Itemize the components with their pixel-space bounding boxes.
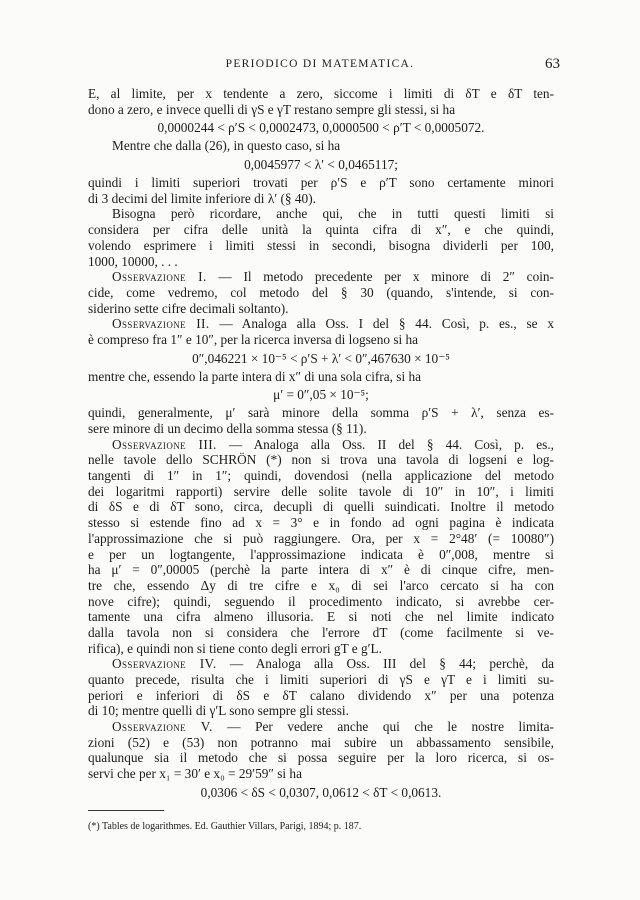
line-text: di 10; mentre quelli di γ′L sono sempre gli stessi. <box>88 703 349 719</box>
text-line <box>88 405 554 421</box>
line-text: quanto precede, risulta che i limiti superiori di γS e γT e i limiti su- <box>88 672 554 687</box>
line-text: E, al limite, per x tendente a zero, siccome i limiti di δT e δT ten- <box>88 86 554 101</box>
line-text: dono a zero, e invece quelli di γS e γT restano sempre gli stessi, si ha <box>88 101 456 117</box>
running-title: PERIODICO DI MATEMATICA. <box>225 58 415 70</box>
line-text: tangenti di 1″ in 1″; quindi, dovendosi (nella applicazione del metodo <box>88 468 554 484</box>
line-text: quindi i limiti superiori trovati per ρ′S e ρ′T sono certamente minori <box>88 175 554 191</box>
text-line <box>88 269 554 285</box>
text-line <box>88 484 554 500</box>
line-text: servi che per x₁ = 30′ e x₀ = 29′59″ si ha <box>88 766 302 782</box>
line-text: — Il metodo precedente per x minore di 2″ coin- <box>206 269 554 285</box>
line-text: tamente una cifra almeno illusoria. E si noti che nel limite indicato <box>88 609 554 625</box>
line-text: di δS e di δT sono, circa, decupli di quelli suindicati. Inoltre il metodo <box>88 499 554 515</box>
footnote-rule <box>88 810 164 811</box>
line-text: siderino sette cifre decimali soltanto). <box>88 300 289 316</box>
remark-label: Osservazione III. <box>112 436 217 452</box>
text-line <box>88 138 554 154</box>
text-line <box>88 369 554 385</box>
line-text: nelle tavole dello SCHRÖN (*) non si trova una tavola di logseni e log- <box>88 452 554 468</box>
text-line <box>88 672 554 688</box>
line-text: ha μ′ = 0″,00005 (perchè la parte intera di x″ è di cinque cifre, men- <box>88 562 554 578</box>
line-text: 0″,046221 × 10⁻⁵ < ρ′S + λ′ < 0″,467630 × 10⁻⁵ <box>192 350 450 366</box>
line-text: qualunque sia il metodo che si possa seguire per la loro ricerca, si os- <box>88 750 554 766</box>
text-line <box>88 609 554 625</box>
line-text: volendo esprimere i limiti stessi in secondi, bisogna dividerli per 100, <box>88 237 554 253</box>
text-line <box>88 625 554 641</box>
line-text: cide, come vedremo, col metodo del § 30 (quando, s'intende, si con- <box>88 284 554 300</box>
text-line <box>88 222 554 238</box>
text-line <box>88 254 554 270</box>
remark-label: Osservazione I. <box>112 269 207 285</box>
page-header <box>80 58 560 78</box>
line-text: considera per cifra delle unità la quinta cifra di x″, e che quindi, <box>88 222 554 238</box>
text-line <box>88 238 554 254</box>
line-text: — Per vedere anche qui che le nostre limita- <box>212 719 554 735</box>
line-text: stesso si estende fino ad x = 3° e in fondo ad ogni pagina è indicata <box>88 515 554 531</box>
line-text: 0,0045977 < λ′ < 0,0465117; <box>244 157 398 173</box>
line-text: sere minore di un decimo della somma stessa (§ 11). <box>88 421 367 436</box>
text-line <box>88 703 554 719</box>
text-line <box>88 421 554 437</box>
text-line <box>88 499 554 515</box>
text-line <box>88 206 554 222</box>
text-line <box>88 301 554 317</box>
line-text: 1000, 10000, . . . <box>88 253 178 269</box>
text-line <box>88 452 554 468</box>
page-number: 63 <box>545 56 560 72</box>
line-text: — Analoga alla Oss. I del § 44. Così, p. es., se x <box>209 316 554 332</box>
text-line <box>88 437 554 453</box>
formula-line <box>88 117 554 138</box>
text-line <box>88 641 554 657</box>
line-text: l'approssimazione che si può raggiungere. Ora, per x = 2°48′ (= 10080″) <box>88 530 554 546</box>
text-line <box>88 86 554 102</box>
text-line <box>88 719 554 735</box>
text-line <box>88 594 554 610</box>
line-text: e per un logtangente, l'approssimazione indicata è 0″,008, mentre si <box>88 546 554 562</box>
line-text: di 3 decimi del limite inferiore di λ′ (§ 40). <box>88 190 316 206</box>
line-text: — Analoga alla Oss. III del § 44; perchè, da <box>216 656 554 672</box>
remark-label: Osservazione II. <box>112 316 210 332</box>
line-text: periori e inferiori di δS e δT calano dividendo x″ per una potenza <box>88 687 554 703</box>
formula-line <box>88 348 554 369</box>
formula-line <box>88 154 554 175</box>
text-line <box>88 191 554 207</box>
text-line <box>88 316 554 332</box>
text-line <box>88 468 554 484</box>
text-line <box>88 735 554 751</box>
line-text: μ′ = 0″,05 × 10⁻⁵; <box>273 387 369 403</box>
formula-line <box>88 384 554 405</box>
line-text: 0,0000244 < ρ′S < 0,0002473, 0,0000500 < ρ′T < 0,0005072. <box>157 120 485 136</box>
line-text: 0,0306 < δS < 0,0307, 0,0612 < δT < 0,0613. <box>200 784 442 800</box>
text-line <box>88 175 554 191</box>
line-text: quindi, generalmente, μ′ sarà minore della somma ρ′S + λ′, senza es- <box>88 405 554 421</box>
text-line <box>88 547 554 563</box>
text-line <box>88 656 554 672</box>
line-text: — Analoga alla Oss. II del § 44. Così, p. es., <box>216 436 554 452</box>
text-line <box>88 750 554 766</box>
line-text: dei logaritmi rapporti) servire delle solite tavole di 10″ in 10″, i limiti <box>88 483 554 499</box>
line-text: zioni (52) e (53) non potranno mai subire un abbassamento sensibile, <box>88 734 554 750</box>
line-text: è compreso fra 1″ e 10″, per la ricerca inversa di logseno si ha <box>88 331 419 347</box>
text-line <box>88 766 554 782</box>
line-text: Bisogna però ricordare, anche qui, che in tutti questi limiti si <box>112 206 554 222</box>
text-line <box>88 562 554 578</box>
formula-line <box>88 782 554 803</box>
text-line <box>88 515 554 531</box>
footnote: (*) Tables de logarithmes. Ed. Gauthier Villars, Parigi, 1894; p. 187. <box>88 821 362 832</box>
text-body <box>88 86 554 803</box>
line-text: rifica), e quindi non si tiene conto degli errori gT e g′L. <box>88 640 382 656</box>
line-text: tre che, essendo Δy di tre cifre e x₀ di sei l'arco cercato si ha con <box>88 577 554 593</box>
text-line <box>88 285 554 301</box>
text-line <box>88 531 554 547</box>
text-line <box>88 102 554 118</box>
line-text: Mentre che dalla (26), in questo caso, si ha <box>112 138 341 154</box>
line-text: nove cifre); quindi, seguendo il procedimento indicato, si avrebbe cer- <box>88 593 554 609</box>
remark-label: Osservazione V. <box>112 719 213 735</box>
text-line <box>88 332 554 348</box>
remark-label: Osservazione IV. <box>112 656 217 672</box>
line-text: dalla tavola non si considera che l'errore dT (come facilmente si ve- <box>88 624 554 640</box>
text-line <box>88 688 554 704</box>
line-text: mentre che, essendo la parte intera di x″ di una sola cifra, si ha <box>88 368 422 384</box>
text-line <box>88 578 554 594</box>
